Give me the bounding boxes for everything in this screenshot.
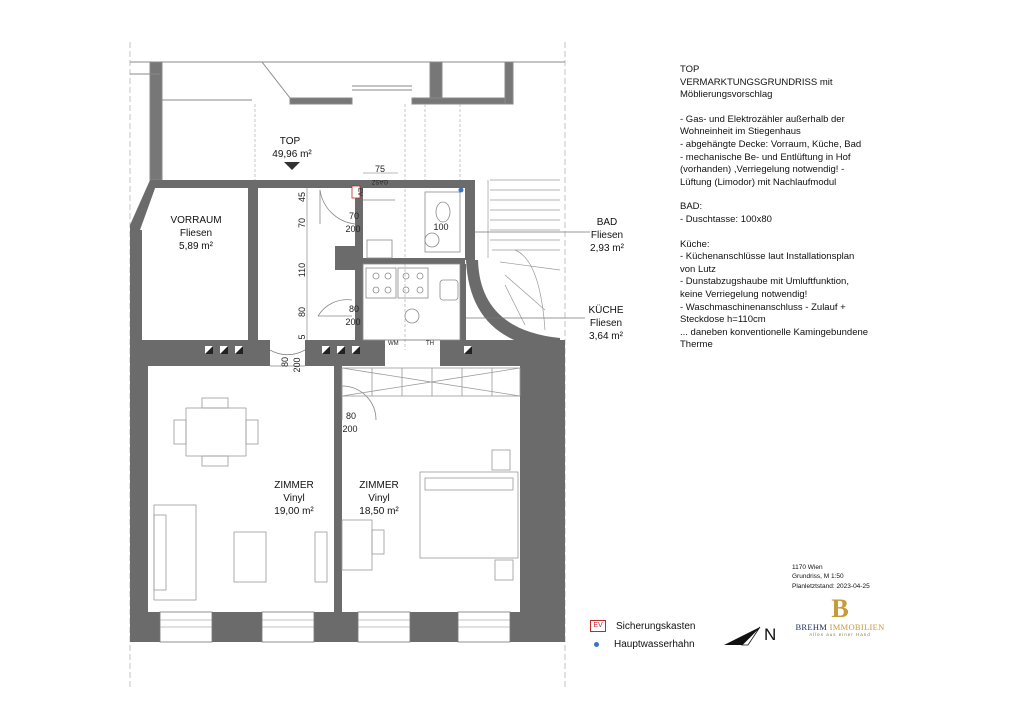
bad-name: BAD: [596, 217, 618, 228]
gasz-label: GASZ: [371, 178, 388, 184]
legend-row-hauptwasserhahn: [590, 635, 696, 653]
notes-kueche-line: keine Verriegelung notwendig!: [680, 288, 808, 300]
wm-label: WM: [388, 341, 399, 347]
notes-kueche-line: - Waschmaschinenanschluss - Zulauf +: [680, 301, 846, 313]
logo-brand: [790, 622, 890, 632]
zimmer2-area: 18,50 m²: [359, 506, 399, 517]
vorraum-name: VORRAUM: [170, 215, 222, 226]
dim-75: 75: [374, 164, 386, 174]
notes-general-line: Lüftung (Limodor) mit Nachlaufmodul: [680, 176, 837, 188]
vorraum-floor: Fliesen: [179, 228, 213, 239]
door-bad-height: 200: [345, 224, 361, 234]
vorraum-area: 5,89 m²: [179, 241, 213, 252]
kueche-area: 3,64 m²: [589, 331, 623, 342]
notes-general-line: - mechanische Be- und Entlüftung in Hof: [680, 151, 851, 163]
address-city: 1170 Wien: [792, 564, 823, 571]
notes-kueche-line: Küche:: [680, 238, 710, 250]
notes-kueche-line: von Lutz: [680, 263, 716, 275]
dim-45: 45: [297, 191, 307, 203]
kueche-name: KÜCHE: [588, 305, 624, 316]
notes-panel: [680, 64, 910, 352]
notes-general-line: Wohneinheit im Stiegenhaus: [680, 126, 801, 138]
notes-kueche: [680, 239, 910, 352]
door-zimmer-height: 200: [342, 424, 358, 434]
water-valve-icon: [594, 642, 599, 647]
brehm-logo: [790, 596, 890, 656]
north-indicator: [722, 623, 782, 651]
north-arrow-icon: [722, 623, 762, 647]
bad-floor: Fliesen: [590, 230, 624, 241]
notes-general: [680, 114, 910, 190]
zimmer1-area: 19,00 m²: [274, 506, 314, 517]
north-letter: N: [764, 625, 777, 644]
door-zimmer-width: 80: [345, 411, 357, 421]
door-bad-width: 70: [348, 211, 360, 221]
legend-sicherungskasten: Sicherungskasten: [616, 620, 696, 632]
dim-70-vertical: 70: [297, 217, 307, 229]
legend: [590, 617, 696, 653]
dim-5: 5: [297, 334, 307, 340]
zimmer2-name: ZIMMER: [359, 480, 399, 491]
zimmer1-floor: Vinyl: [283, 493, 305, 504]
ev-plan-label: EV: [356, 188, 362, 197]
notes-kueche-line: ... daneben konventionelle Kamingebundene: [680, 326, 869, 338]
water-valve-marker: [459, 188, 464, 193]
logo-mark: B: [831, 594, 849, 623]
kueche-floor: Fliesen: [589, 318, 623, 329]
address-plan-date: Planletztstand: 2023-04-25: [792, 582, 870, 590]
shower-size: 100: [433, 222, 449, 232]
zimmer2-floor: Vinyl: [368, 493, 390, 504]
top-label: TOP: [279, 136, 301, 147]
notes-kueche-line: Therme: [680, 339, 713, 351]
dim-80-vertical: 80: [297, 306, 307, 318]
notes-title-2: VERMARKTUNGSGRUNDRISS mit: [680, 76, 833, 88]
legend-row-sicherungskasten: [590, 617, 696, 635]
notes-title-1: TOP: [680, 64, 700, 75]
notes-general-line: - abgehängte Decke: Vorraum, Küche, Bad: [680, 138, 862, 150]
notes-general-line: (vorhanden) ,Verriegelung notwendig! -: [680, 164, 845, 176]
notes-bad-line: BAD:: [680, 201, 703, 213]
logo-brand-a: BREHM: [795, 622, 830, 632]
door-kueche-height: 200: [345, 317, 361, 327]
notes-bad-line: - Duschtasse: 100x80: [680, 213, 772, 225]
logo-tagline: Alles aus einer Hand: [809, 632, 871, 637]
notes-kueche-line: - Küchenanschlüsse laut Installationsplan: [680, 251, 855, 263]
notes-bad: [680, 201, 910, 226]
notes-general-line: - Gas- und Elektrozähler außerhalb der: [680, 113, 845, 125]
notes-kueche-line: Steckdose h=110cm: [680, 314, 766, 326]
address-scale: Grundriss, M 1:50: [792, 573, 844, 581]
th-label: TH: [426, 341, 434, 347]
door-kueche-width: 80: [348, 304, 360, 314]
door-entry-height: 200: [292, 357, 302, 373]
bad-area: 2,93 m²: [590, 243, 624, 254]
legend-hauptwasserhahn: Hauptwasserhahn: [614, 638, 695, 650]
zimmer1-name: ZIMMER: [274, 480, 314, 491]
logo-brand-b: IMMOBILIEN: [829, 622, 885, 632]
top-area: 49,96 m²: [272, 149, 312, 160]
door-entry-width: 80: [280, 356, 290, 368]
notes-title-3: Möblierungsvorschlag: [680, 89, 773, 101]
dim-110: 110: [297, 262, 307, 278]
notes-kueche-line: - Dunstabzugshaube mit Umluftfunktion,: [680, 276, 849, 288]
ev-icon: EV: [590, 620, 606, 632]
address-block: [792, 563, 870, 591]
